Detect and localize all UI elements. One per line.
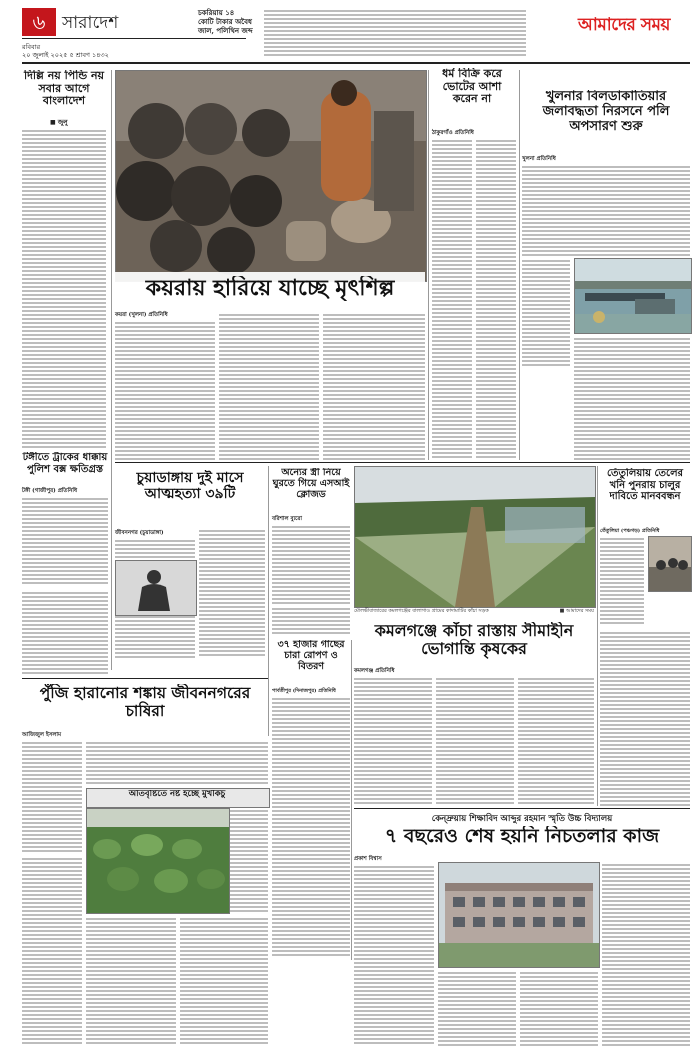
- pottery-photo-graphic: [116, 71, 426, 281]
- tetulia-photo-graphic: [649, 537, 691, 591]
- left-small-story: [22, 590, 108, 676]
- section-rule-2: [22, 678, 268, 679]
- school-photo-graphic: [439, 863, 599, 967]
- chuadanga-byline: জীবননগর (চুয়াডাঙ্গা): [115, 530, 164, 536]
- komolganj-photo-graphic: [355, 467, 595, 607]
- dilli-author-name: জুলু: [57, 119, 68, 126]
- header-rule: [22, 38, 246, 39]
- trees-headline: ৩৭ হাজার গাছের চারা রোপণ ও বিতরণ: [277, 640, 345, 672]
- dilli-author: [50, 117, 68, 128]
- khulna-body-side: [522, 258, 570, 368]
- tetulia-photo: [648, 536, 692, 592]
- tetulia-byline: তেঁতুলিয়া (পঞ্চগড়) প্রতিনিধি: [600, 528, 660, 534]
- teaser-line-3: জাল, পলিথিন জব্দ: [198, 26, 253, 35]
- dilli-body: [22, 128, 106, 450]
- komolganj-byline: কমলগঞ্জ প্রতিনিধি: [354, 668, 395, 674]
- pottery-body-col3: [323, 312, 425, 460]
- punji-headline: পুঁজি হারানোর শঙ্কায় জীবননগরের চাষিরা: [39, 684, 251, 720]
- punji-body-3: [230, 808, 268, 912]
- komolganj-caption: [354, 608, 594, 616]
- page-header: [0, 0, 700, 60]
- chuadanga-headline: চুয়াডাঙ্গায় দুই মাসে আত্মহত্যা ৩৯টি: [136, 470, 244, 503]
- chuadanga-photo: [115, 560, 197, 616]
- pottery-body-col2: [219, 312, 319, 460]
- si-headline: অন্যের স্ত্রী নিয়ে ঘুরতে গিয়ে এসআই ক্লোজড: [272, 468, 350, 500]
- punji-body-2: [86, 740, 268, 784]
- mukhikochu-label: অতিবৃষ্টিতে নষ্ট হচ্ছে মুখীকচু: [128, 790, 226, 799]
- khulna-body-2: [574, 336, 690, 460]
- si-byline: বরিশাল ব্যুরো: [272, 516, 303, 522]
- col-divider-5: [597, 466, 598, 806]
- nishchintala-body-4: [602, 862, 690, 1046]
- tongi-byline: টঙ্গী (গাজীপুর) প্রতিনিধি: [22, 488, 78, 494]
- tetulia-body-1: [600, 536, 644, 626]
- si-body-2: [272, 606, 350, 636]
- section-title: সারাদেশ: [62, 13, 119, 33]
- page-number: ৬: [22, 8, 56, 36]
- punji-body-1: [22, 740, 82, 852]
- masthead-logo: আমাদের সময়: [578, 15, 670, 35]
- dharma-body-col1: [432, 138, 472, 460]
- tetulia-body-2: [600, 630, 690, 806]
- chuadanga-body-2: [199, 528, 265, 658]
- author-icon: ■: [50, 119, 58, 126]
- tongi-headline: টঙ্গীতে ট্রাকের ধাক্কায় পুলিশ বক্স ক্ষতিগ্রস্ত: [22, 452, 108, 475]
- tongi-body: [22, 496, 108, 586]
- header-bottom-rule: [22, 62, 690, 64]
- teaser-title: [198, 8, 258, 35]
- komolganj-photo: [354, 466, 596, 608]
- teaser-line-1: চকরিয়ায় ১৪: [198, 8, 235, 17]
- pottery-photo: [115, 70, 427, 282]
- day-label: রবিবার: [22, 43, 41, 51]
- komolganj-credit-text: আমাদের সময়: [565, 608, 594, 614]
- date-label: ২০ জুলাই ২০২৫ ৫ শ্রাবণ ১৪৩২: [22, 51, 109, 59]
- komolganj-headline: কমলগঞ্জে কাঁচা রাস্তায় সীমাহীন ভোগান্তি কৃষকের: [374, 622, 574, 659]
- nishchintala-body-3: [520, 970, 598, 1046]
- nishchintala-byline: প্রকাশ বিশ্বাস: [354, 856, 382, 862]
- khulna-byline: খুলনা প্রতিনিধি: [522, 156, 556, 162]
- col-divider-3: [519, 70, 520, 460]
- si-body: [272, 524, 350, 604]
- trees-byline: পার্বতীপুর (দিনাজপুর) প্রতিনিধি: [272, 688, 336, 694]
- komolganj-body-1: [354, 676, 432, 806]
- khulna-headline: খুলনার বিলডাকাতিয়ার জলাবদ্ধতা নিরসনে পলি অপসারণ শুরু: [542, 90, 670, 134]
- komolganj-body-2: [436, 676, 514, 806]
- nishchintala-body-2: [438, 970, 516, 1046]
- nishchintala-kicker: কেন্দ্রুয়ায় শিক্ষাবিদ আব্দুর রহমান স্মৃতি উচ্চ বিদ্যালয়: [431, 814, 613, 824]
- mukhikochu-photo-graphic: [87, 809, 229, 913]
- chuadanga-body-3: [115, 618, 195, 658]
- punji-body-4: [22, 856, 82, 1046]
- teaser-text: [264, 8, 526, 56]
- pottery-headline: কয়রায় হারিয়ে যাচ্ছে মৃৎশিল্প: [145, 276, 395, 301]
- khulna-photo: [574, 258, 692, 334]
- col-divider-6: [351, 640, 352, 960]
- punji-body-5: [86, 916, 176, 1046]
- mukhikochu-photo: [86, 808, 230, 914]
- punji-body-6: [180, 916, 268, 1046]
- nishchintala-headline: ৭ বছরেও শেষ হয়নি নিচতলার কাজ: [384, 826, 660, 847]
- dharma-headline: ধর্ম বিক্রি করে ভোটের আশা করেন না: [442, 68, 502, 106]
- teaser-line-2: কোটি টাকার অবৈধ: [198, 17, 252, 26]
- school-photo: [438, 862, 600, 968]
- trees-body: [272, 696, 350, 958]
- pottery-byline: কয়রা (খুলনা) প্রতিনিধি: [115, 312, 168, 318]
- col-divider-2: [428, 70, 429, 460]
- col-divider-1: [111, 70, 112, 670]
- punji-byline: আজিজুল ইসলাম: [22, 732, 62, 738]
- section-rule-1: [115, 462, 690, 463]
- khulna-photo-graphic: [575, 259, 691, 333]
- komolganj-body-3: [518, 676, 594, 806]
- nishchintala-body-1: [354, 864, 434, 1046]
- dharma-byline: ঠাকুরগাঁও প্রতিনিধি: [432, 130, 474, 136]
- col-divider-4: [268, 466, 269, 736]
- dilli-headline: দিল্লি নয় পিন্ডি নয় সবার আগে বাংলাদেশ: [23, 70, 105, 108]
- section-rule-3: [354, 808, 690, 809]
- khulna-body: [522, 164, 690, 256]
- komolganj-caption-text: মৌলভীবাজারের কমলগঞ্জের বালাগাও গ্রামের কাদামাটির কাঁচা সড়ক: [354, 608, 489, 614]
- komolganj-credit: ■ আমাদের সময়: [559, 608, 594, 614]
- dharma-body-col2: [476, 138, 516, 460]
- pottery-body-col1: [115, 320, 215, 460]
- despair-figure-icon: [116, 561, 196, 615]
- tetulia-headline: তেঁতুলিয়ায় তেলের খনি পুনরায় চালুর দাবিতে মানববন্ধন: [606, 468, 684, 502]
